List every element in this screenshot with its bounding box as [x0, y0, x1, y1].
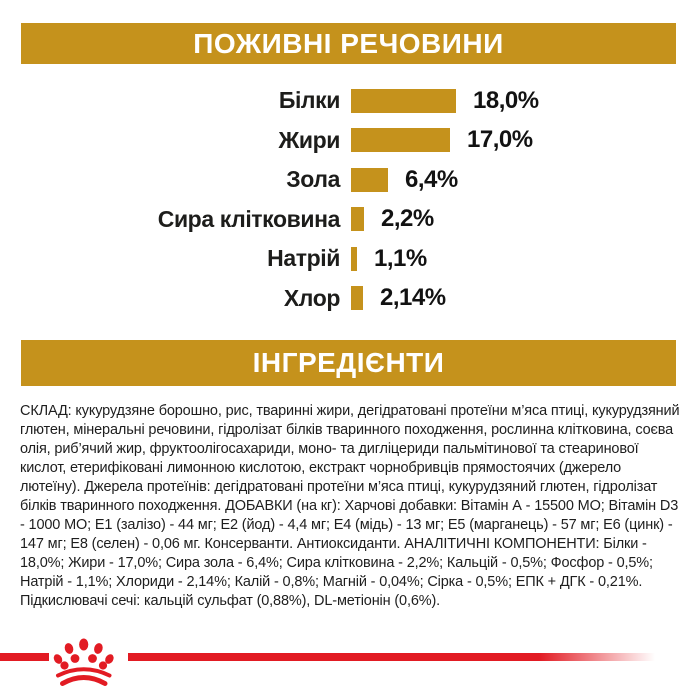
- nutrient-value: 18,0%: [473, 86, 539, 114]
- nutrient-row: [0, 81, 700, 121]
- nutrient-bar: [351, 89, 456, 113]
- nutrients-section-header: [21, 23, 676, 64]
- nutrients-bar-chart: [0, 81, 700, 318]
- nutrients-section-title: ПОЖИВНІ РЕЧОВИНИ: [193, 27, 504, 59]
- nutrient-label: Хлор: [283, 284, 340, 311]
- nutrient-label: Білки: [278, 87, 340, 114]
- nutrient-label: Сира клітковина: [157, 205, 340, 232]
- ingredients-composition-text: СКЛАД: кукурудзяне борошно, рис, тваринні жири, дегідратовані протеїни м’яса птиці, кукурудзяний глютен, мінеральні речовини, гідролізат білків тваринного походження, рослинна клітковина, соєва олія, риб’ячий жир, фруктоолігосахариди, моно- та дигліцериди пальмітинової та стеаринової кислот, етерифіковані лимонною кислотою, екстракт чорнобривців прямостоячих (джерело лютеїну). Джерела протеїнів: дегідратовані протеїни м’яса птиці, кукурудзяний глютен, гідролізат білків тваринного походження. ДОБАВКИ (на кг): Харчові добавки: Вітамін А - 15500 МО; Вітамін D3 - 1000 МО; Е1 (залізо) - 44 мг; Е2 (йод) - 4,4 мг; Е4 (мідь) - 13 мг; Е5 (марганець) - 57 мг; Е6 (цинк) - 147 мг; Е8 (селен) - 0,06 мг. Консерванти. Антиоксиданти. АНАЛІТИЧНІ КОМПОНЕНТИ: Білки - 18,0%; Жири - 17,0%; Сира зола - 6,4%; Сира клітковина - 2,2%; Кальцій - 0,5%; Фосфор - 0,5%; Натрій - 1,1%; Хлориди - 2,14%; Калій - 0,8%; Магній - 0,04%; Сірка - 0,5%; ЕПК + ДГК - 0,21%. Підкислювачі сечі: кальцій сульфат (0,88%), DL-метіонін (0,6%).: [20, 403, 680, 609]
- nutrient-bar: [351, 168, 388, 192]
- nutrient-bar: [351, 247, 357, 271]
- nutrient-value: 2,2%: [381, 205, 434, 233]
- red-stripe-left: [0, 653, 49, 661]
- nutrient-row: [0, 279, 700, 319]
- nutrient-value: 1,1%: [374, 244, 427, 272]
- nutrient-value: 17,0%: [467, 126, 533, 154]
- nutrient-row: [0, 160, 700, 200]
- ingredients-section-header: [21, 340, 676, 386]
- ingredients-section-title: ІНГРЕДІЄНТИ: [252, 347, 445, 378]
- nutrient-rows: [0, 81, 700, 318]
- nutrient-label: Жири: [278, 126, 340, 153]
- nutrient-bar: [351, 207, 364, 231]
- nutrient-label: Натрій: [267, 245, 340, 272]
- nutrient-row: [0, 239, 700, 279]
- nutrient-row: [0, 200, 700, 240]
- royal-canin-crown-logo-icon: [50, 637, 118, 687]
- red-stripe-right: [128, 653, 655, 661]
- nutrient-row: [0, 121, 700, 161]
- nutrient-value: 6,4%: [405, 165, 458, 193]
- nutrient-bar: [351, 286, 363, 310]
- nutrient-label: Зола: [286, 166, 340, 193]
- nutrient-value: 2,14%: [380, 284, 446, 312]
- nutrient-bar: [351, 128, 450, 152]
